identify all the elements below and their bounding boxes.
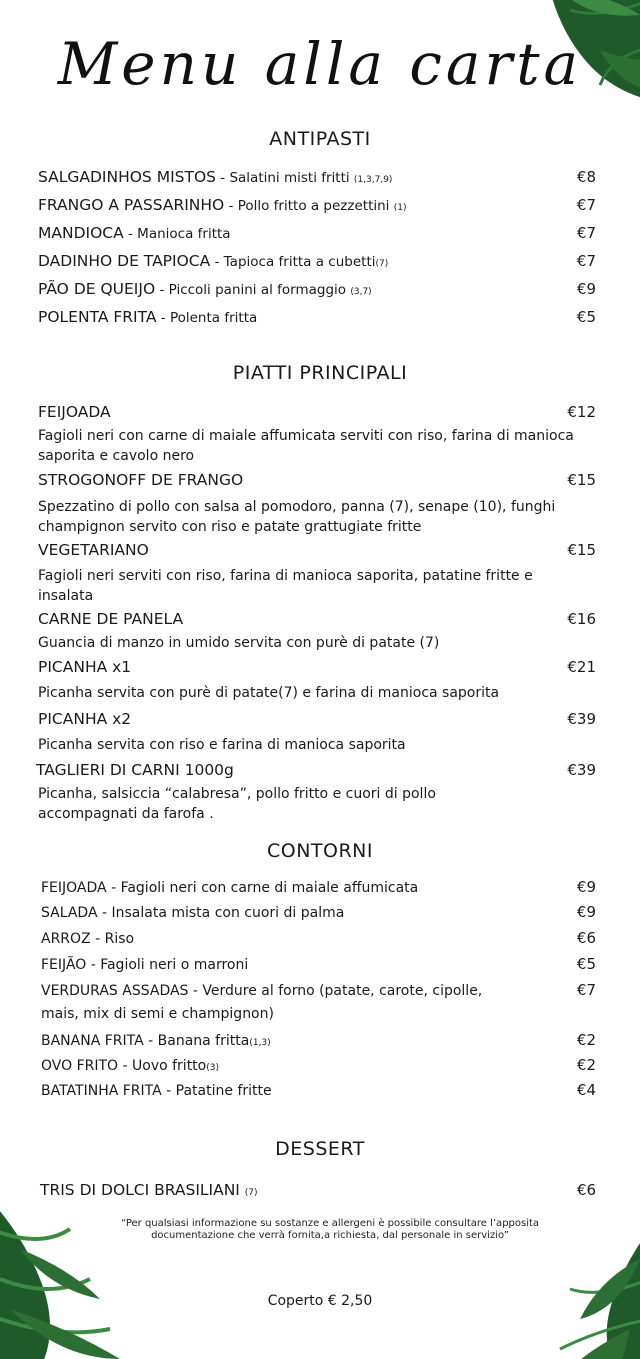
menu-item (38, 541, 596, 559)
item-name: FRANGO A PASSARINHO (38, 196, 225, 214)
item-price: €15 (567, 471, 596, 489)
item-price: €7 (576, 196, 596, 214)
item-name: FEIJOADA (38, 403, 111, 421)
item-text: SALADA - Insalata mista con cuori di palma (41, 905, 345, 921)
menu-item (38, 252, 596, 270)
item-desc: - Piccoli panini al formaggio (155, 282, 351, 298)
item-text: VERDURAS ASSADAS - Verdure al forno (patate, carote, cipolle, (41, 983, 483, 999)
item-allergens: (1) (393, 203, 407, 213)
item-price: €7 (576, 252, 596, 270)
item-allergens: (1,3,7,9) (353, 175, 393, 185)
item-description: Spezzatino di pollo con salsa al pomodoro, panna (7), senape (10), funghi champignon servito con riso e patate grattugiate fritte (38, 499, 556, 535)
item-name: SALGADINHOS MISTOS (38, 168, 216, 186)
item-desc: - Manioca fritta (123, 226, 231, 242)
item-name: PICANHA x1 (38, 658, 132, 676)
menu-item (38, 168, 596, 186)
menu-item (36, 761, 596, 779)
item-price: €7 (576, 224, 596, 242)
item-desc: - Polenta fritta (156, 310, 258, 326)
item-price: €16 (567, 610, 596, 628)
menu-item (38, 196, 596, 214)
coperto-charge: Coperto € 2,50 (267, 1293, 373, 1309)
item-description: Picanha, salsiccia “calabresa”, pollo fritto e cuori di pollo accompagnati da farofa . (38, 786, 436, 822)
item-allergens: (7) (375, 259, 389, 269)
item-name: PICANHA x2 (38, 710, 132, 728)
menu-item (41, 903, 596, 921)
menu-item (41, 929, 596, 947)
item-name: CARNE DE PANELA (38, 610, 184, 628)
menu-item (38, 403, 596, 421)
item-description: Fagioli neri serviti con riso, farina di manioca saporita, patatine fritte e insalata (38, 568, 533, 604)
item-desc: - Pollo fritto a pezzettini (224, 198, 394, 214)
item-price: €21 (567, 658, 596, 676)
item-price: €5 (576, 308, 596, 326)
item-price: €6 (576, 929, 596, 947)
item-text: FEIJÃO - Fagioli neri o marroni (41, 957, 249, 973)
menu-item (40, 1181, 596, 1199)
item-text: ARROZ - Riso (41, 931, 135, 947)
menu-item (38, 471, 596, 489)
allergen-note: “Per qualsiasi informazione su sostanze e allergeni è possibile consultare l’apposita documentazione che verrà fornita,a richiesta, dal personale in servizio” (120, 1218, 540, 1241)
item-allergens: (7) (244, 1188, 258, 1198)
item-description: Fagioli neri con carne di maiale affumicata serviti con riso, farina di manioca saporita e cavolo nero (38, 428, 574, 464)
item-price: €39 (567, 761, 596, 779)
item-desc: - Salatini misti fritti (216, 170, 354, 186)
item-price: €7 (576, 981, 596, 999)
menu-item (38, 308, 596, 326)
item-price: €6 (576, 1181, 596, 1199)
item-text: FEIJOADA - Fagioli neri con carne di maiale affumicata (41, 880, 419, 896)
menu-item (41, 1056, 596, 1074)
item-price: €4 (576, 1081, 596, 1099)
menu-item (41, 955, 596, 973)
item-desc: - Tapioca fritta a cubetti (210, 254, 376, 270)
item-price: €2 (576, 1056, 596, 1074)
item-text: OVO FRITO - Uovo fritto (41, 1058, 207, 1074)
item-name: DADINHO DE TAPIOCA (38, 252, 211, 270)
menu-item (41, 1031, 596, 1049)
item-allergens: (3) (206, 1063, 219, 1073)
section-heading-dessert: DESSERT (275, 1138, 365, 1160)
menu-item-continuation (41, 1006, 596, 1022)
item-allergens: (1,3) (249, 1038, 271, 1048)
item-name: TAGLIERI DI CARNI 1000g (36, 761, 234, 779)
item-price: €8 (576, 168, 596, 186)
item-name: STROGONOFF DE FRANGO (38, 471, 244, 489)
menu-item (38, 710, 596, 728)
item-description: Picanha servita con riso e farina di manioca saporita (38, 737, 406, 753)
item-name: POLENTA FRITA (38, 308, 157, 326)
menu-item (41, 1081, 596, 1099)
menu-item (38, 658, 596, 676)
item-price: €39 (567, 710, 596, 728)
menu-item (41, 878, 596, 896)
item-price: €15 (567, 541, 596, 559)
item-price: €2 (576, 1031, 596, 1049)
item-description: Picanha servita con purè di patate(7) e farina di manioca saporita (38, 685, 500, 701)
section-heading-piatti-principali: PIATTI PRINCIPALI (232, 362, 408, 384)
menu-item (41, 981, 596, 999)
item-name: TRIS DI DOLCI BRASILIANI (40, 1181, 245, 1199)
item-price: €5 (576, 955, 596, 973)
item-price: €9 (576, 903, 596, 921)
item-text: BANANA FRITA - Banana fritta (41, 1033, 250, 1049)
menu-item (38, 280, 596, 298)
item-name: VEGETARIANO (38, 541, 149, 559)
item-text: mais, mix di semi e champignon) (41, 1006, 274, 1022)
item-text: BATATINHA FRITA - Patatine fritte (41, 1083, 272, 1099)
item-name: MANDIOCA (38, 224, 124, 242)
page-title: Menu alla carta (57, 30, 583, 98)
item-allergens: (3,7) (350, 287, 372, 297)
item-description: Guancia di manzo in umido servita con purè di patate (7) (38, 635, 440, 651)
item-name: PÃO DE QUEIJO (38, 280, 156, 298)
item-price: €9 (576, 878, 596, 896)
item-price: €12 (567, 403, 596, 421)
menu-item (38, 224, 596, 242)
item-price: €9 (576, 280, 596, 298)
section-heading-antipasti: ANTIPASTI (269, 128, 371, 150)
section-heading-contorni: CONTORNI (266, 840, 373, 862)
menu-item (38, 610, 596, 628)
